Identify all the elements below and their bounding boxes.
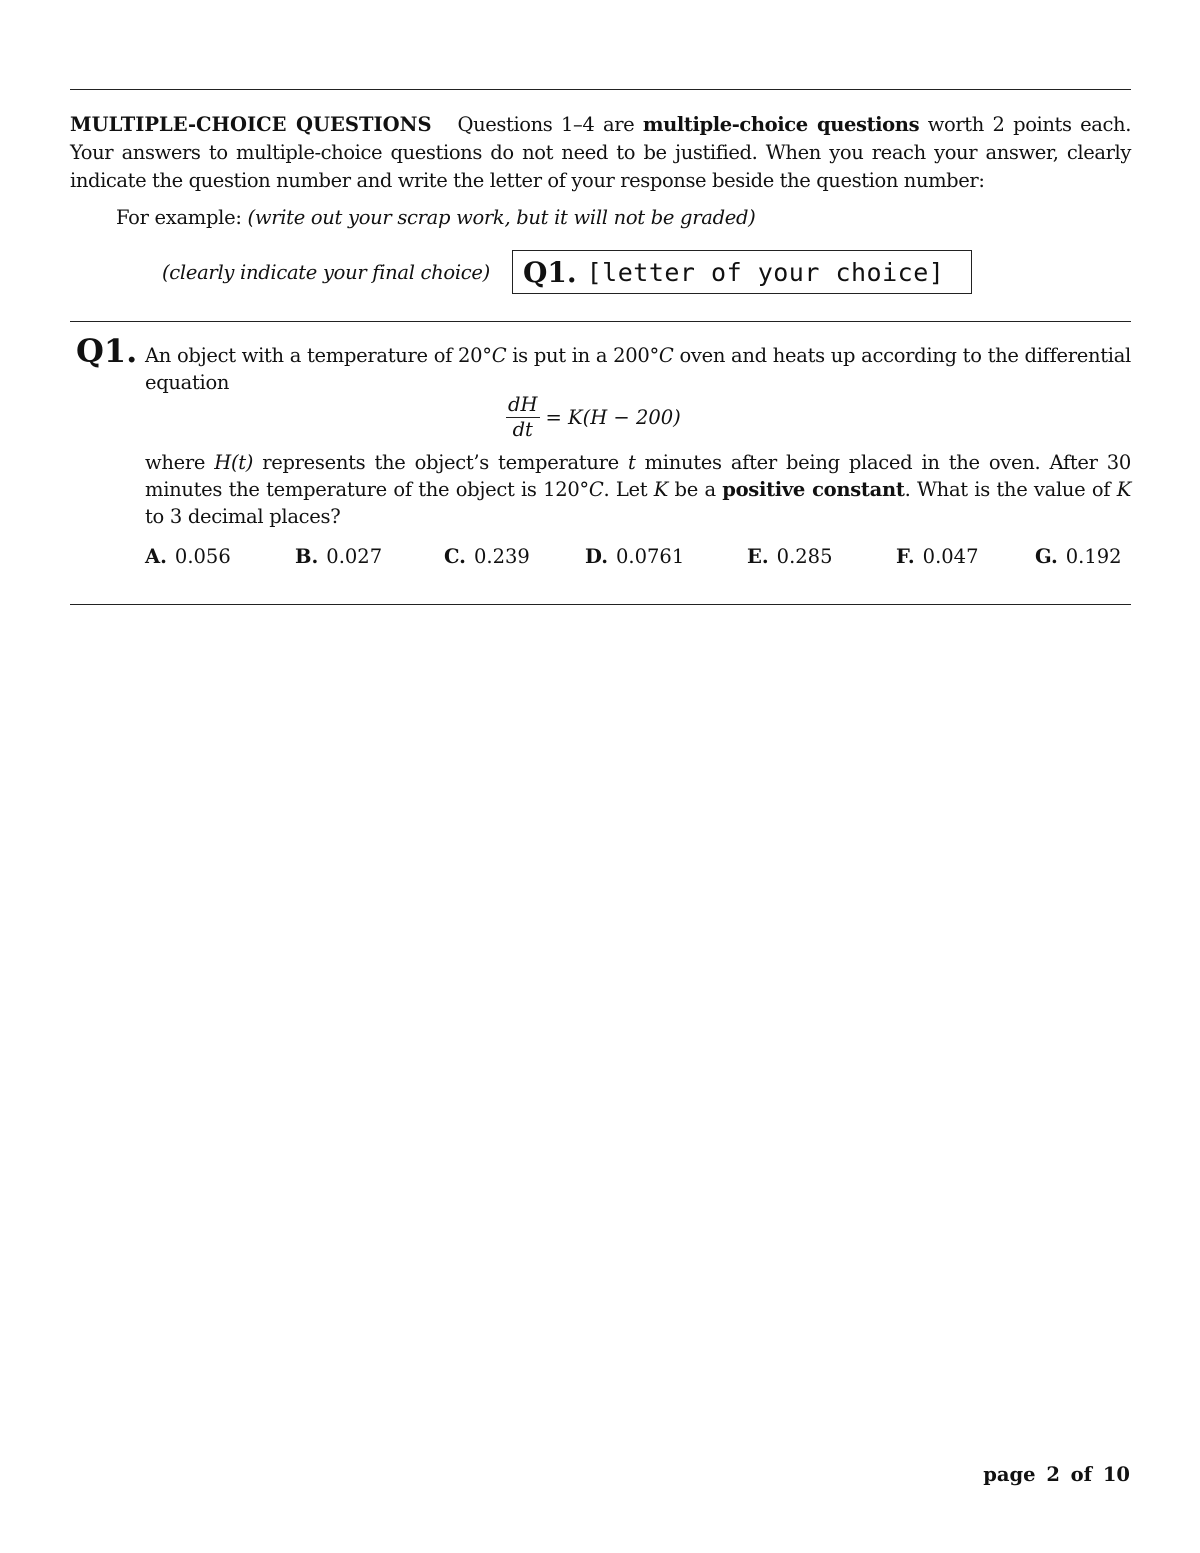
option-letter: A. [145, 545, 167, 568]
q-text-span: oven and heats up according to the differential equation [145, 344, 1131, 394]
instructions-paragraph [70, 111, 1131, 195]
answer-options [145, 545, 1131, 573]
option-d [585, 545, 684, 568]
q-math-span: K [653, 478, 669, 501]
example-prefix: For example: [116, 206, 248, 229]
section-heading: MULTIPLE-CHOICE QUESTIONS [70, 113, 432, 136]
q-text-span: An object with a temperature of 20° [145, 344, 492, 367]
q-text-span: be a [668, 478, 723, 501]
q-math-span: t [627, 451, 636, 474]
option-value: 0.027 [326, 545, 383, 568]
box-placeholder: [letter of your choice] [586, 257, 945, 287]
instructions-text-bold: multiple-choice questions [642, 113, 920, 136]
instructions-text-b: worth 2 points each. Your answers to multiple-choice questions do not need to be justified. When you reach your answer, clearly indicate the question number and write the letter of your response beside the question number: [70, 113, 1132, 192]
q-text-span: . What is the value of [904, 478, 1117, 501]
option-e [747, 545, 832, 568]
option-f [896, 545, 979, 568]
option-letter: G. [1035, 545, 1058, 568]
option-letter: E. [747, 545, 769, 568]
option-letter: F. [896, 545, 915, 568]
q-text-span: represents the object’s temperature [253, 451, 628, 474]
q-text-span: minutes after being placed in the oven. After 30 minutes the temperature of the object is 120° [145, 451, 1131, 501]
question-divider-top [70, 321, 1131, 322]
option-value: 0.0761 [616, 545, 685, 568]
option-value: 0.192 [1065, 545, 1122, 568]
option-value: 0.239 [473, 545, 530, 568]
option-letter: C. [444, 545, 466, 568]
option-c [444, 545, 530, 568]
option-value: 0.285 [776, 545, 833, 568]
example-italic: (write out your scrap work, but it will not be graded) [247, 206, 756, 229]
q-math-span: C [588, 478, 604, 501]
q-text-span: . Let [603, 478, 654, 501]
equation-rhs: = K(H − 200) [545, 406, 681, 429]
option-b [295, 545, 382, 568]
q-bold-span: positive constant [722, 478, 905, 501]
question-text-part2 [145, 449, 1131, 530]
question-divider-bottom [70, 604, 1131, 605]
box-question-number: Q1. [523, 255, 577, 289]
answer-example-box [512, 250, 972, 294]
differential-equation [506, 393, 681, 442]
final-choice-label: (clearly indicate your final choice) [162, 261, 490, 284]
fraction-denominator: dt [512, 418, 533, 441]
fraction-numerator: dH [508, 393, 538, 416]
q-text-span: to 3 decimal places? [145, 505, 341, 528]
question-text-part1 [145, 342, 1131, 396]
q-text-span: where [145, 451, 215, 474]
q-math-span: H(t) [214, 451, 254, 474]
q-math-span: C [658, 344, 674, 367]
option-value: 0.047 [922, 545, 979, 568]
option-letter: D. [585, 545, 609, 568]
page-number: page 2 of 10 [983, 1463, 1130, 1486]
derivative-fraction [506, 393, 540, 442]
question-number: Q1. [76, 332, 138, 370]
q-text-span: is put in a 200° [506, 344, 659, 367]
q-math-span: C [491, 344, 507, 367]
top-divider [70, 89, 1131, 90]
option-letter: B. [295, 545, 319, 568]
option-value: 0.056 [174, 545, 231, 568]
instructions-text-a: Questions 1–4 are [457, 113, 643, 136]
q-math-span: K [1116, 478, 1131, 501]
example-line [116, 206, 755, 229]
option-a [145, 545, 231, 568]
option-g [1035, 545, 1122, 568]
